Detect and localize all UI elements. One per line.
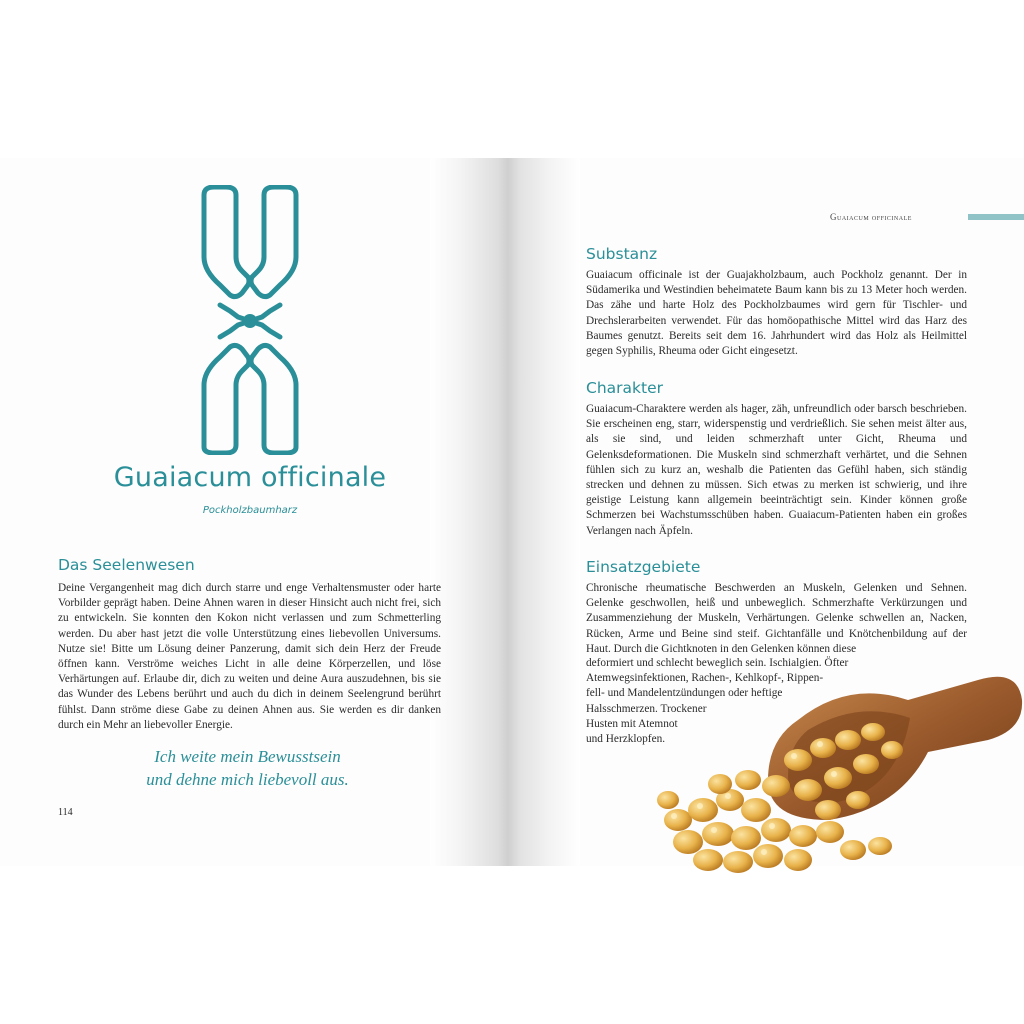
guaiac-resin-scoop-image — [648, 660, 1024, 876]
einsatz-line: Husten mit Atemnot — [586, 717, 678, 730]
charakter-text — [586, 402, 967, 539]
running-header-bar — [968, 214, 1024, 220]
einsatz-line: Halsschmerzen. Trockener — [586, 702, 707, 715]
substanz-text — [586, 268, 967, 359]
einsatz-line: fell- und Mandelentzündungen oder heftige — [586, 687, 783, 700]
page-number: 114 — [58, 807, 73, 818]
seelenwesen-text: Deine Vergangenheit mag dich durch starre und enge Verhaltensmuster oder harte Vorbilder geprägt haben. Deine Ahnen waren in dieser Hinsicht auch nicht frei, sich zu entwickeln. Sie konnten den Kokon nicht verlassen und zum Schmetterling werden. Du aber hast jetzt die volle Unterstützung eines liebevollen Universums. Nutze sie! Bitte um Lösung deiner Panzerung, damit sich dein Herz der Freude öffnen kann. Verströme weiches Licht in alle deine Körperzellen, und löse Verhärtungen auf. Erlaube dir, dich zu weiten und deine Aura auszudehnen, bis sie das Wunder des Lebens berührt und auch du dich in deinem Seelengrund berührt fühlst. Dann ströme diese Gabe zu deinen Ahnen aus. Sie werden es dir danken durch ein Mehr an liebevoller Energie. — [58, 582, 441, 731]
heading-seelenwesen: Das Seelenwesen — [58, 556, 195, 574]
page-title: Guaiacum officinale — [113, 462, 387, 493]
book-gutter — [430, 158, 580, 866]
einsatz-line: deformiert und schlecht beweglich sein. Ischialgien. Öfter — [586, 657, 849, 669]
quote-line-1: Ich weite mein Bewusstsein — [154, 747, 341, 766]
affirmation-quote — [95, 745, 400, 791]
substanz-paragraph: Guaiacum officinale ist der Guajakholzbaum, auch Pockholz genannt. Der in Südamerika und Westindien beheimatete Baum kann bis zu 13 Meter hoch werden. Das zähe und harte Holz des Pockholzbaumes wird gern für Tischler- und Drechslerarbeiten verwendet. Für das homöopathische Mittel wird das Harz des Baumes genutzt. Bereits seit dem 16. Jahrhundert wird das Holz als Heilmittel gegen Syphilis, Rheuma oder Gicht eingesetzt. — [586, 269, 967, 358]
einsatz-line: und Herzklopfen. — [586, 733, 666, 746]
heading-substanz: Substanz — [586, 245, 658, 263]
running-header: Guaiacum officinale — [830, 212, 912, 222]
heading-einsatzgebiete: Einsatzgebiete — [586, 558, 701, 576]
einsatz-text — [586, 581, 967, 657]
page-subtitle: Pockholzbaumharz — [202, 505, 298, 516]
chromosome-emblem-icon — [190, 185, 310, 455]
heading-charakter: Charakter — [586, 379, 663, 397]
charakter-paragraph: Guaiacum-Charaktere werden als hager, zäh, unfreundlich oder barsch beschrieben. Sie erscheinen eng, starr, widerspenstig und verdrießlich. Sie sehen meist älter aus, als sie sind, und leiden schmerzhaft unter Gicht, Rheuma und Gelenksdeformationen. Die Muskeln sind schmerzhaft verhärtet, und die Sehnen fühlen sich zu kurz an, weshalb die Patienten das Gefühl haben, sich ständig strecken und dehnen zu müssen. Sich etwas zu merken ist schwierig, und ihre geistige Leistung kann allgemein beeinträchtigt sein. Kinder können große Schmerzen bei Wachstumsschüben haben. Guaiacum-Patienten haben ein großes Verlangen nach Äpfeln. — [586, 403, 967, 537]
einsatz-paragraph: Chronische rheumatische Beschwerden an Muskeln, Gelenken und Sehnen. Gelenke geschwollen, heiß und unbeweglich. Schmerzhafte Verkürzungen und Zusammenziehung der Muskeln, Verhärtungen. Gelenke schwellen an, Nacken, Rücken, Arme und Beine sind steif. Gichtanfälle und Knötchenbildung auf der Haut. Durch die Gichtknoten in den Gelenken können diese — [586, 582, 967, 655]
einsatz-line: Atemwegsinfektionen, Rachen-, Kehlkopf-, Rippen- — [586, 672, 824, 685]
quote-line-2: und dehne mich liebevoll aus. — [146, 770, 349, 789]
